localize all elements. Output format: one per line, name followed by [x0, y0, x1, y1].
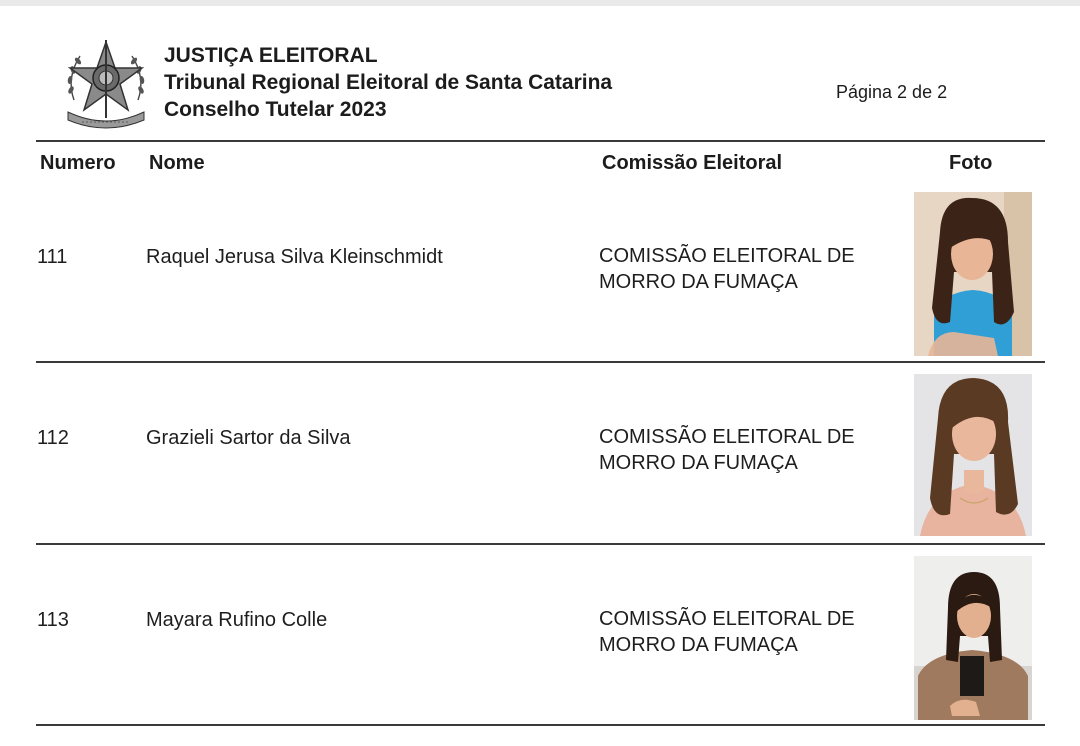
- candidate-number: 111: [37, 246, 68, 268]
- candidate-commission: [599, 424, 855, 476]
- candidate-number: 112: [37, 427, 69, 449]
- column-header-comissao: Comissão Eleitoral: [602, 152, 783, 174]
- document-header: [164, 42, 612, 123]
- candidate-photo: [914, 374, 1032, 536]
- candidate-photo: [914, 556, 1032, 720]
- brazil-coat-of-arms-icon: [60, 38, 152, 132]
- commission-line-2: MORRO DA FUMAÇA: [599, 634, 798, 656]
- candidate-name: Raquel Jerusa Silva Kleinschmidt: [146, 246, 443, 268]
- header-line-tribunal: Tribunal Regional Eleitoral de Santa Catarina: [164, 71, 613, 94]
- commission-line-2: MORRO DA FUMAÇA: [599, 452, 798, 474]
- candidate-photo: [914, 192, 1032, 356]
- candidate-name: Mayara Rufino Colle: [146, 609, 328, 631]
- column-header-foto: Foto: [949, 152, 993, 174]
- page-number: Página 2 de 2: [836, 82, 948, 102]
- header-line-conselho: Conselho Tutelar 2023: [164, 98, 387, 121]
- commission-line-1: COMISSÃO ELEITORAL DE: [599, 608, 855, 630]
- commission-line-2: MORRO DA FUMAÇA: [599, 271, 798, 293]
- candidate-name: Grazieli Sartor da Silva: [146, 427, 351, 449]
- header-line-justica: JUSTIÇA ELEITORAL: [164, 44, 378, 67]
- candidate-number: 113: [37, 609, 69, 631]
- column-header-nome: Nome: [149, 152, 205, 174]
- row-divider: [36, 724, 1045, 726]
- row-divider: [36, 361, 1045, 363]
- column-header-numero: Numero: [40, 152, 116, 174]
- top-strip: [0, 0, 1080, 6]
- commission-line-1: COMISSÃO ELEITORAL DE: [599, 426, 855, 448]
- commission-line-1: COMISSÃO ELEITORAL DE: [599, 245, 855, 267]
- candidate-commission: [599, 243, 855, 295]
- row-divider: [36, 543, 1045, 545]
- candidate-commission: [599, 606, 855, 658]
- header-divider: [36, 140, 1045, 142]
